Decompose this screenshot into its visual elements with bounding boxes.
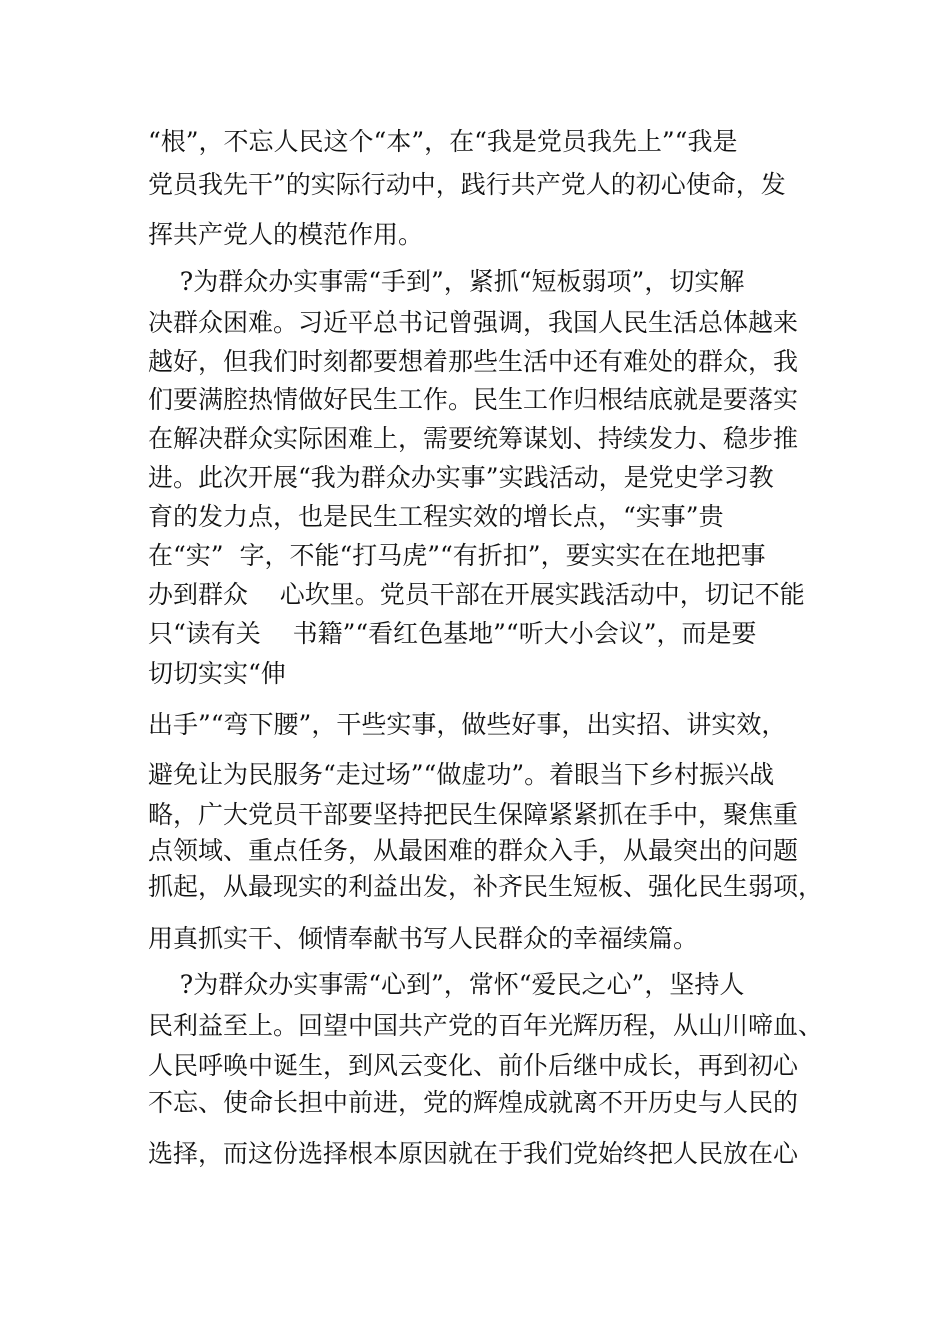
text-line: 切切实实“伸 xyxy=(148,659,286,688)
text-line: 出手”“弯下腰”，干些实事，做些好事，出实招、讲实效， xyxy=(148,710,787,739)
text-line: 选择，而这份选择根本原因就在于我们党始终把人民放在心 xyxy=(148,1139,799,1168)
text-line: 育的发力点，也是民生工程实效的增长点，“实事”贵 xyxy=(148,502,724,531)
text-line: ?为群众办实事需“心到”，常怀“爱民之心”，坚持人 xyxy=(148,970,745,999)
text-line: ?为群众办实事需“手到”，紧抓“短板弱项”，切实解 xyxy=(148,267,745,296)
text-line: 办到群众 心坎里。党员干部在开展实践活动中，切记不能 xyxy=(148,580,805,609)
text-line: 略，广大党员干部要坚持把民生保障紧紧抓在手中，聚焦重 xyxy=(148,800,799,829)
text-line: 在“实” 字，不能“打马虎”“有折扣”，要实实在在地把事 xyxy=(148,541,766,570)
text-line: 避免让为民服务“走过场”“做虚功”。着眼当下乡村振兴战 xyxy=(148,760,775,789)
text-line: 抓起，从最现实的利益出发，补齐民生短板、强化民生弱项， xyxy=(148,872,824,901)
text-line: 决群众困难。习近平总书记曾强调，我国人民生活总体越来 xyxy=(148,308,799,337)
text-line: “根”，不忘人民这个“本”，在“我是党员我先上”“我是 xyxy=(148,127,738,156)
text-line: 进。此次开展“我为群众办实事”实践活动，是党史学习教 xyxy=(148,463,774,492)
text-line: 不忘、使命长担中前进，党的辉煌成就离不开历史与人民的 xyxy=(148,1088,799,1117)
text-line: 挥共产党人的模范作用。 xyxy=(148,220,424,249)
text-line: 人民呼唤中诞生，到风云变化、前仆后继中成长，再到初心 xyxy=(148,1051,799,1080)
text-line: 在解决群众实际困难上，需要统筹谋划、持续发力、稳步推 xyxy=(148,424,799,453)
text-line: 们要满腔热情做好民生工作。民生工作归根结底就是要落实 xyxy=(148,385,799,414)
text-line: 民利益至上。回望中国共产党的百年光辉历程，从山川啼血、 xyxy=(148,1011,824,1040)
text-line: 越好，但我们时刻都要想着那些生活中还有难处的群众，我 xyxy=(148,347,799,376)
text-line: 用真抓实干、倾情奉献书写人民群众的幸福续篇。 xyxy=(148,924,699,953)
text-line: 点领域、重点任务，从最困难的群众入手，从最突出的问题 xyxy=(148,836,799,865)
text-line: 只“读有关 书籍”“看红色基地”“听大小会议”，而是要 xyxy=(148,619,757,648)
text-line: 党员我先干”的实际行动中，践行共产党人的初心使命，发 xyxy=(148,170,786,199)
